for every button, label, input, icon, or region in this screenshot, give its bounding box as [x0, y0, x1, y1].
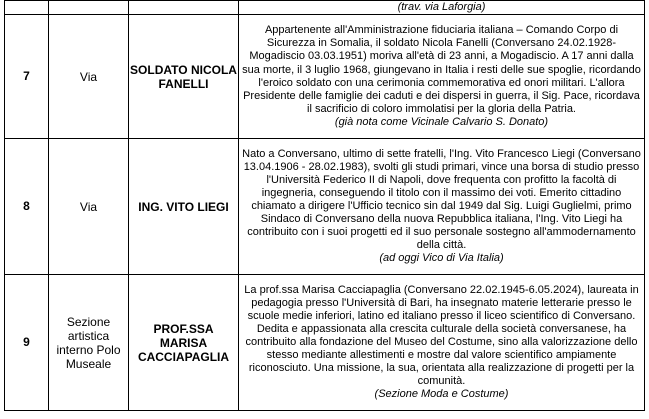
- row-number: 7: [5, 15, 49, 139]
- row-description-cell: [239, 15, 645, 139]
- streets-table: [4, 0, 645, 411]
- table-row: [5, 275, 645, 411]
- row-description: Appartenente all'Amministrazione fiduciaria italiana – Comando Corpo di Sicurezza in Somalia, il soldato Nicola Fanelli (Conversano 24.02.1928-Mogadiscio 03.03.1951) moriva all'età di 23 anni, a Mogadiscio. A 17 anni dalla sua morte, il 3 luglio 1968, giungevano in Italia i resti delle sue spoglie, ricordando l'eroico soldato con una cerimonia commemorativa ed onori militari. L'allora Presidente delle famiglie dei caduti e dei dispersi in guerra, il Sig. Pace, ricordava il sacrificio di coloro immolatisi per la gloria della Patria.: [242, 24, 641, 115]
- table-row: [5, 15, 645, 139]
- document-page: [4, 0, 644, 411]
- row-name: ING. VITO LIEGI: [129, 139, 239, 275]
- row-type: Sezione artistica interno Polo Museale: [49, 275, 129, 411]
- table-row-continuation: [5, 1, 645, 15]
- row-number: 8: [5, 139, 49, 275]
- row-description-cell: [239, 275, 645, 411]
- row-type: Via: [49, 15, 129, 139]
- row-note: (già nota come Vicinale Calvario S. Donato): [334, 115, 549, 128]
- row-note: (Sezione Moda e Costume): [374, 388, 509, 401]
- row-note: (ad oggi Vico di Via Italia): [379, 252, 504, 265]
- row-type: Via: [49, 139, 129, 275]
- table-row: [5, 139, 645, 275]
- row-description: La prof.ssa Marisa Cacciapaglia (Conversano 22.02.1945-6.05.2024), laureata in pedagogia presso l'Università di Bari, ha insegnato materie letterarie presso le scuole medie inferiori, latino ed italiano presso il liceo scientifico di Conversano. Dedita e appassionata alla crescita culturale della società conversanese, ha contribuito alla fondazione del Museo del Costume, sino alla valorizzazione dello stesso mediante allestimenti e mostre dal valore scientifico ampiamente riconosciuto. Una missione, la sua, orientata alla realizzazione di progetti per la comunità.: [244, 283, 639, 388]
- row-name: SOLDATO NICOLA FANELLI: [129, 15, 239, 139]
- row-description: Nato a Conversano, ultimo di sette fratelli, l'Ing. Vito Francesco Liegi (Conversano 13.04.1906 - 28.02.1983), svolti gli studi primari, vince una borsa di studio presso l'Università Federico II di Napoli, dove frequenta con profitto la facoltà di ingegneria, conseguendo il titolo con il massimo dei voti. Emerito cittadino chiamato a dirigere l'Ufficio tecnico sin dal 1949 dal Sig. Luigi Guglielmi, primo Sindaco di Conversano della nuova Repubblica italiana, l'Ing. Vito Liegi ha contribuito con i suoi progetti ed il suo personale sostegno all'ammodernamento della città.: [242, 147, 641, 252]
- row-description-cell: [239, 139, 645, 275]
- row-name: PROF.SSA MARISA CACCIAPAGLIA: [129, 275, 239, 411]
- row-number: 9: [5, 275, 49, 411]
- continuation-note: (trav. via Laforgia): [397, 1, 486, 13]
